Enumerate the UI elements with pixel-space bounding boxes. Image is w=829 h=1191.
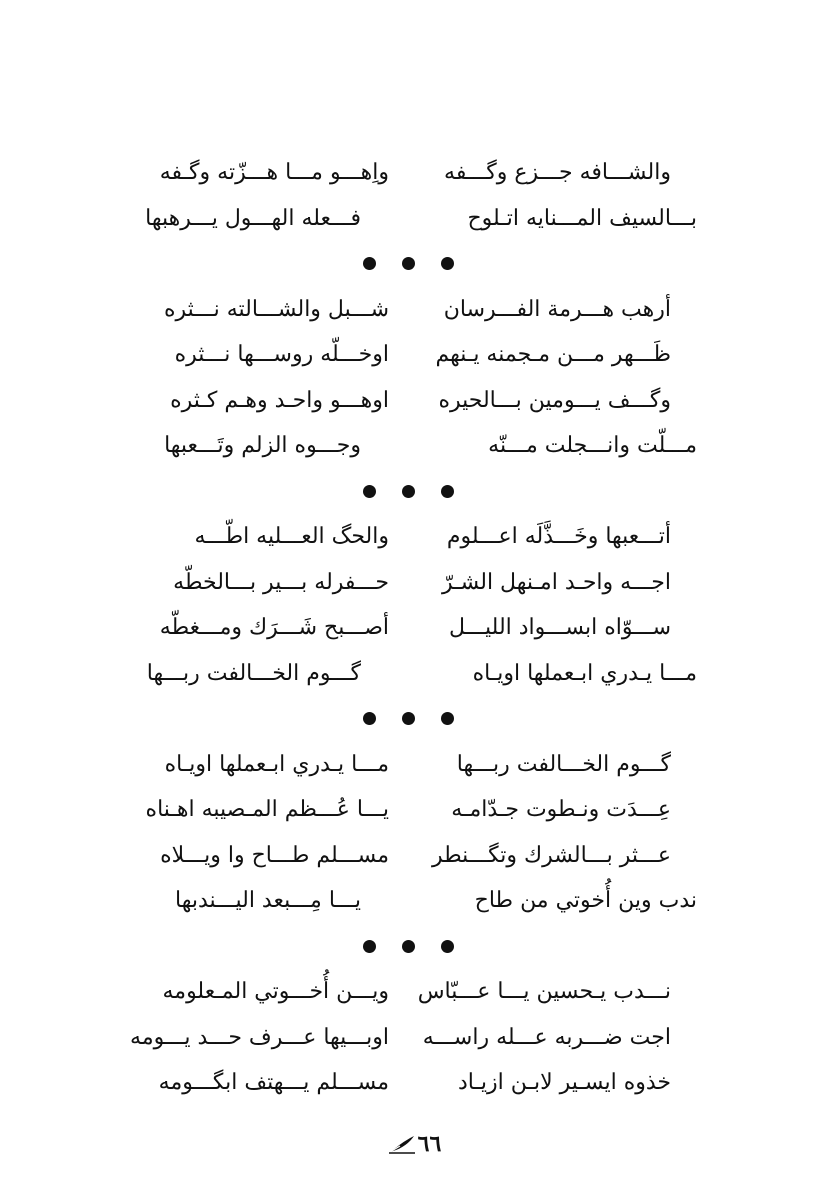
three-dot-separator-icon	[363, 485, 454, 498]
verse-line	[0, 1015, 829, 1061]
verse-first-hemistich: مـــلّت وانـــجلت مـــنّه	[488, 433, 697, 458]
verse-second-hemistich: فـــعله الهـــول يـــرهبها	[145, 205, 361, 231]
verse-first-hemistich: گـــوم الخـــالفت ربـــها	[456, 751, 671, 777]
verse-second-hemistich: وجـــوه الزلم وتَـــعبها	[164, 433, 361, 458]
separator-dot	[441, 712, 454, 725]
verse-second-hemistich: حـــفرله بـــير بـــالخطّه	[173, 569, 389, 595]
separator-dot	[402, 940, 415, 953]
verse-second-hemistich: شـــبل والشـــالته نـــثره	[163, 296, 389, 322]
verse-line	[0, 514, 829, 560]
verse-first-hemistich: ندب وين أُخوتي من طاح	[474, 888, 697, 913]
verse-second-hemistich: مســـلم يـــهتف ابگـــومه	[158, 1070, 389, 1095]
three-dot-separator-icon	[363, 712, 454, 725]
verse-second-hemistich: والحگ العـــليه اطّـــه	[194, 524, 389, 549]
stanza-separator	[0, 924, 829, 970]
verse-line	[0, 560, 829, 606]
page-footer	[0, 1130, 829, 1158]
stanza-separator	[0, 696, 829, 742]
verse-first-hemistich: بـــالسيف المـــنايه اتـلوح	[467, 205, 697, 231]
verse-first-hemistich: ظَـــهر مـــن مـجمنه يـنهم	[435, 342, 671, 367]
verse-first-hemistich: نـــدب يـحسين يـــا عـــبّاس	[417, 979, 671, 1004]
verse-second-hemistich: گـــوم الخـــالفت ربـــها	[146, 660, 361, 686]
verse-line	[0, 423, 829, 469]
verse-line	[0, 969, 829, 1015]
poem	[0, 150, 829, 1106]
separator-dot	[402, 257, 415, 270]
verse-line	[0, 287, 829, 333]
verse-line	[0, 742, 829, 788]
verse-first-hemistich: أرهب هـــرمة الفـــرسان	[443, 296, 671, 322]
separator-dot	[441, 485, 454, 498]
verse-second-hemistich: أصـــبح شَـــرَك ومـــغطّه	[159, 615, 389, 640]
separator-dot	[441, 257, 454, 270]
verse-second-hemistich: مـــا يـدري ابـعملها اويـاه	[164, 751, 389, 777]
verse-line	[0, 605, 829, 651]
verse-first-hemistich: عـــثر بـــالشرك وتگـــنطر	[431, 842, 671, 868]
verse-second-hemistich: يـــا عُـــظم المـصيبه اهـناه	[145, 797, 389, 822]
verse-line	[0, 196, 829, 242]
verse-line	[0, 878, 829, 924]
verse-second-hemistich: اوبـــيها عـــرف حـــد يـــومه	[130, 1024, 389, 1050]
separator-dot	[363, 257, 376, 270]
verse-second-hemistich: يـــا مِـــبعد اليـــندبها	[174, 888, 361, 913]
stanza-separator	[0, 241, 829, 287]
stanza-separator	[0, 469, 829, 515]
verse-second-hemistich: واِهـــو مـــا هـــزّته وگـفه	[159, 160, 389, 185]
three-dot-separator-icon	[363, 257, 454, 270]
separator-dot	[363, 712, 376, 725]
verse-first-hemistich: عِـــدَت ونـطوت جـدّامـه	[451, 797, 671, 822]
verse-line	[0, 651, 829, 697]
verse-second-hemistich: اوهـــو واحـد وهـم كـثره	[170, 387, 389, 413]
verse-second-hemistich: اوخـــلّه روســـها نـــثره	[174, 342, 389, 367]
page-number-group	[388, 1130, 442, 1158]
three-dot-separator-icon	[363, 940, 454, 953]
verse-first-hemistich: خذوه ايسـير لابـن ازيـاد	[457, 1070, 671, 1095]
verse-line	[0, 833, 829, 879]
verse-first-hemistich: اجت ضـــربه عـــله راســـه	[422, 1024, 671, 1050]
separator-dot	[363, 485, 376, 498]
verse-first-hemistich: أتـــعبها وخَـــذَّلَه اعـــلوم	[446, 524, 671, 549]
verse-first-hemistich: وگـــف يـــومين بـــالحيره	[438, 387, 671, 413]
verse-second-hemistich: ويـــن أُخـــوتي المـعلومه	[162, 979, 389, 1004]
verse-first-hemistich: ســـوّاه ابســـواد الليـــل	[449, 615, 671, 640]
quill-icon	[388, 1134, 416, 1154]
verse-second-hemistich: مســـلم طـــاح وا ويـــلاه	[160, 842, 389, 868]
separator-dot	[441, 940, 454, 953]
verse-line	[0, 1060, 829, 1106]
verse-first-hemistich: مـــا يـدري ابـعملها اويـاه	[472, 660, 697, 686]
verse-line	[0, 787, 829, 833]
verse-line	[0, 378, 829, 424]
separator-dot	[363, 940, 376, 953]
verse-line	[0, 332, 829, 378]
verse-line	[0, 150, 829, 196]
verse-first-hemistich: والشـــافه جـــزع وگـــفه	[444, 160, 671, 185]
separator-dot	[402, 712, 415, 725]
separator-dot	[402, 485, 415, 498]
page-number: ٦٦	[417, 1131, 442, 1157]
verse-first-hemistich: اجـــه واحـد امـنهل الشـرّ	[442, 569, 671, 595]
